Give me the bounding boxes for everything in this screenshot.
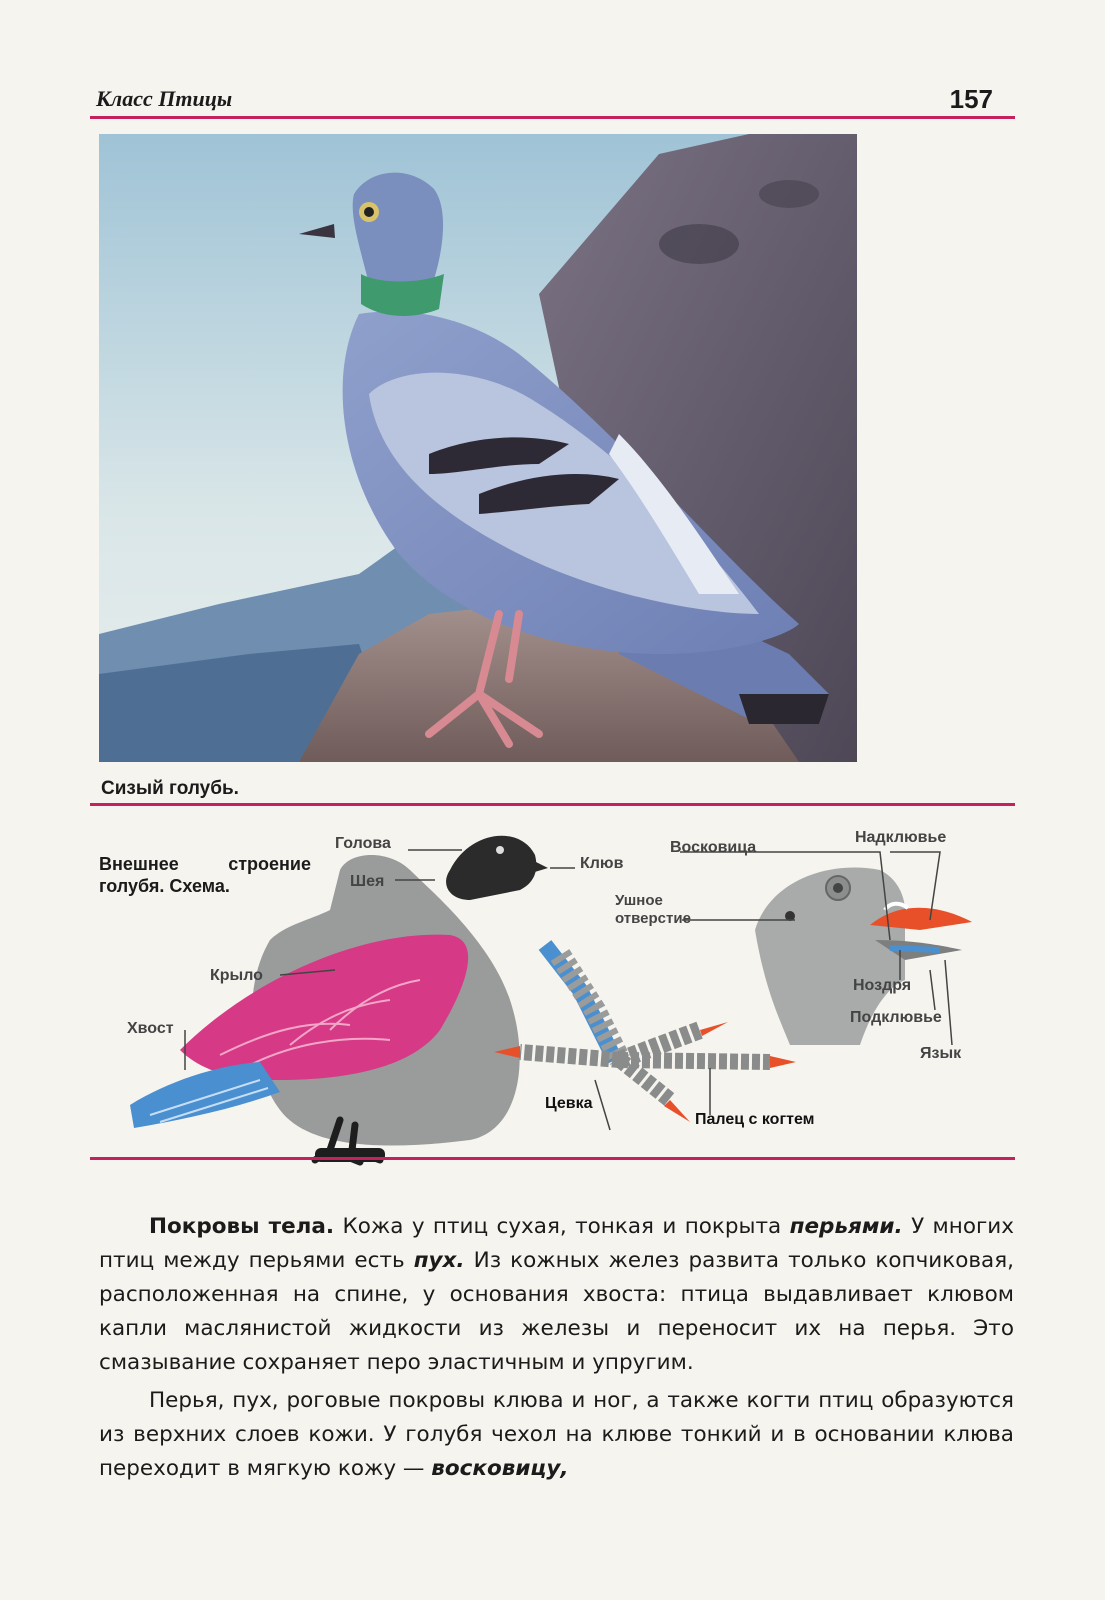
term-cere: восковицу,: [431, 1456, 569, 1481]
diagram-pigeon-tail: [130, 1062, 280, 1128]
pigeon-illustration: [99, 134, 857, 762]
diagram-label-toe: Палец с когтем: [695, 1111, 815, 1128]
diagram-label-tongue: Язык: [920, 1045, 962, 1062]
diagram-label-tail: Хвост: [127, 1020, 174, 1037]
diagram-foot: [494, 945, 796, 1122]
paragraph-1-heading: Покровы тела.: [149, 1214, 335, 1239]
paragraph-1-text-c: Из кожных желез развита только копчиковая, расположенная на спине, у основания хвоста: птица выдавливает клювом капли маслянистой жидкости из железы и переносит их на перья. Это смазывание сохраняет перо эластичным и упругим.: [99, 1248, 1014, 1375]
diagram-top-rule: [90, 803, 1015, 806]
page-header-title: Класс Птицы: [96, 86, 233, 111]
pigeon-structure-diagram: [90, 830, 1015, 1182]
diagram-label-ear-line1: Ушное: [615, 892, 663, 909]
diagram-label-neck: Шея: [350, 873, 385, 890]
paragraph-1: [99, 1210, 1014, 1380]
diagram-label-lower-beak: Подклювье: [850, 1009, 942, 1026]
photo-caption: Сизый голубь.: [101, 778, 239, 799]
diagram-label-tarsus: Цевка: [545, 1095, 593, 1112]
diagram-label-ear-line2: отверстие: [615, 910, 691, 927]
diagram-label-wing: Крыло: [210, 967, 263, 984]
diagram-caption: Внешнее строение голубя. Схема.: [99, 854, 311, 896]
term-down: пух.: [413, 1248, 465, 1273]
body-text: [99, 1210, 1014, 1486]
diagram-label-nostril: Ноздря: [853, 977, 912, 994]
diagram-label-cere: Восковица: [670, 839, 757, 856]
page-number: 157: [949, 84, 993, 114]
paragraph-2: [99, 1384, 1014, 1486]
diagram-label-beak: Клюв: [580, 855, 624, 872]
paragraph-2-text: Перья, пух, роговые покровы клюва и ног, а также когти птиц образуются из верхних слоев кожи. У голубя чехол на клюве тонкий и в основании клюва переходит в мягкую кожу —: [99, 1388, 1014, 1481]
term-feathers: перьями.: [789, 1214, 903, 1239]
paragraph-1-text-b: У многих птиц между перьями есть: [99, 1214, 1014, 1273]
header-rule: [90, 116, 1015, 119]
diagram-label-head: Голова: [335, 835, 391, 852]
diagram-bottom-rule: [90, 1157, 1015, 1160]
diagram-label-upper-beak: Надклювье: [855, 830, 947, 846]
diagram-pigeon-head: [446, 836, 536, 900]
paragraph-1-text-a: Кожа у птиц сухая, тонкая и покрыта: [334, 1214, 790, 1239]
